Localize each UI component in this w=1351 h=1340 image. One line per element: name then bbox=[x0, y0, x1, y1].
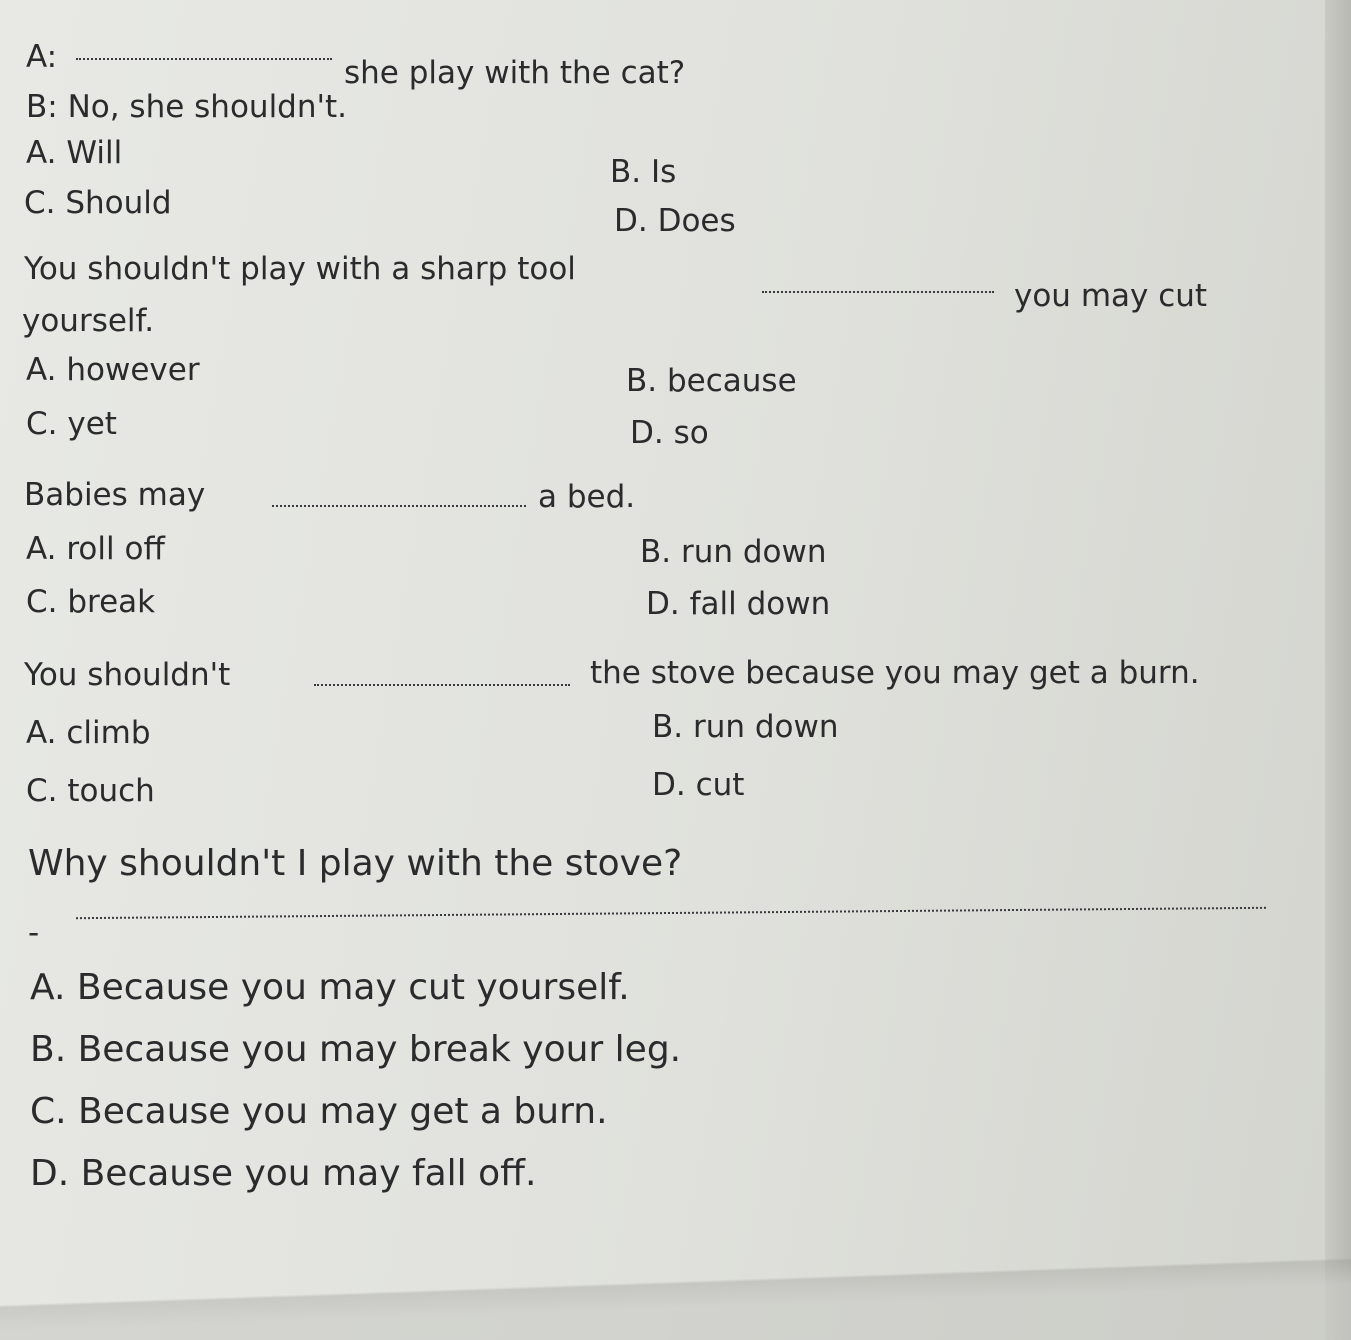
q1-option-c[interactable]: C. Should bbox=[24, 185, 172, 221]
q1-option-d[interactable]: D. Does bbox=[614, 203, 736, 239]
q2-option-d[interactable]: D. so bbox=[630, 415, 709, 451]
q3-option-d[interactable]: D. fall down bbox=[646, 586, 831, 622]
page-fold bbox=[0, 1250, 1351, 1340]
q5-option-a[interactable]: A. Because you may cut yourself. bbox=[30, 967, 630, 1008]
q2-stem-part2: you may cut bbox=[1014, 278, 1208, 314]
q5-option-d[interactable]: D. Because you may fall off. bbox=[30, 1153, 537, 1194]
q4-option-c[interactable]: C. touch bbox=[26, 773, 155, 809]
q1-stem-label: A: bbox=[26, 39, 58, 75]
q3-stem-part2: a bed. bbox=[538, 479, 636, 515]
q2-option-c[interactable]: C. yet bbox=[26, 406, 117, 442]
q1-stem-rest: she play with the cat? bbox=[344, 55, 686, 91]
q2-option-b[interactable]: B. because bbox=[626, 363, 797, 399]
page-edge bbox=[1325, 0, 1351, 1340]
q2-stem-part1: You shouldn't play with a sharp tool bbox=[24, 251, 576, 287]
q1-answer-line: B: No, she shouldn't. bbox=[26, 89, 348, 125]
q2-blank[interactable] bbox=[762, 291, 994, 293]
q3-option-c[interactable]: C. break bbox=[26, 584, 156, 620]
q4-option-b[interactable]: B. run down bbox=[652, 709, 839, 745]
q2-option-a[interactable]: A. however bbox=[26, 352, 200, 388]
q3-option-a[interactable]: A. roll off bbox=[26, 531, 165, 567]
q4-option-d[interactable]: D. cut bbox=[652, 767, 745, 803]
q3-blank[interactable] bbox=[272, 505, 526, 507]
q3-option-b[interactable]: B. run down bbox=[640, 534, 827, 570]
q5-answer-line[interactable] bbox=[76, 907, 1266, 919]
q4-stem-part2: the stove because you may get a burn. bbox=[590, 655, 1200, 691]
q1-option-a[interactable]: A. Will bbox=[26, 135, 123, 171]
q1-blank[interactable] bbox=[76, 58, 332, 60]
q1-option-b[interactable]: B. Is bbox=[610, 154, 677, 190]
q4-blank[interactable] bbox=[314, 684, 570, 686]
q4-option-a[interactable]: A. climb bbox=[26, 715, 151, 751]
q5-stem: Why shouldn't I play with the stove? bbox=[28, 843, 683, 884]
q5-option-c[interactable]: C. Because you may get a burn. bbox=[30, 1091, 608, 1132]
q5-dash: - bbox=[28, 915, 40, 951]
q5-option-b[interactable]: B. Because you may break your leg. bbox=[30, 1029, 682, 1070]
q2-stem-part3: yourself. bbox=[22, 303, 155, 339]
q4-stem-part1: You shouldn't bbox=[24, 657, 231, 693]
q3-stem-part1: Babies may bbox=[24, 477, 206, 513]
